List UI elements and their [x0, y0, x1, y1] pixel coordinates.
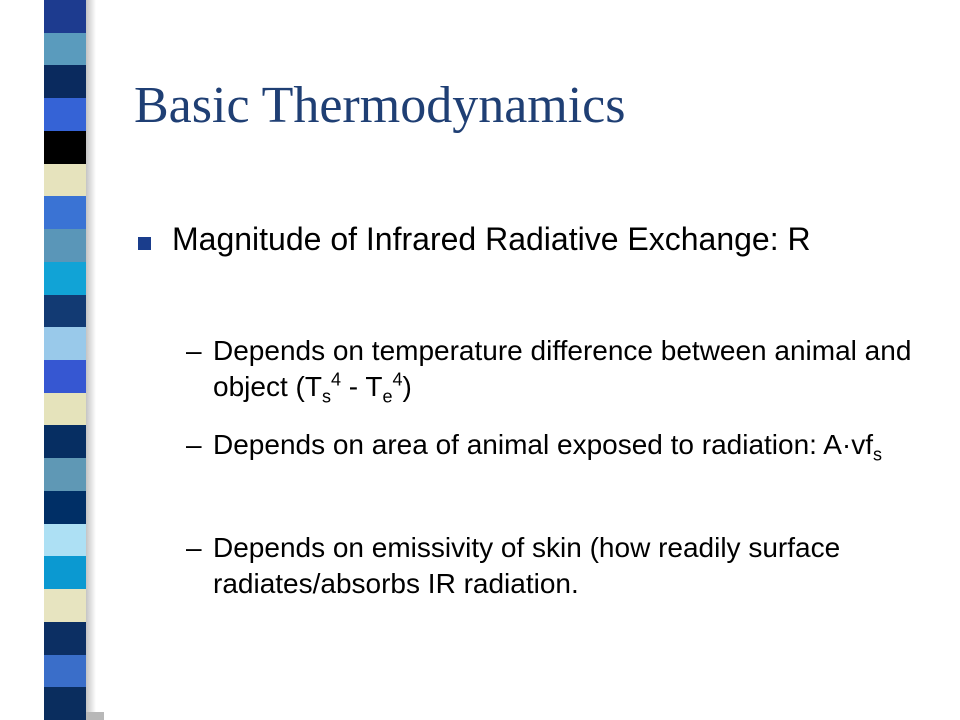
stripe-block	[44, 295, 86, 328]
stripe-block	[44, 556, 86, 589]
subscript: e	[382, 386, 393, 407]
stripe-block	[44, 196, 86, 229]
stripe-block	[44, 687, 86, 720]
sub-bullet-area	[186, 427, 926, 463]
stripe-block	[44, 425, 86, 458]
slide-title: Basic Thermodynamics	[134, 77, 626, 134]
stripe-block	[44, 655, 86, 688]
stripe-block	[44, 164, 86, 197]
decorative-stripe-bar	[44, 0, 86, 720]
stripe-block	[44, 65, 86, 98]
subscript: s	[321, 386, 331, 407]
text-segment: - T	[340, 371, 383, 402]
sub-bullet-temperature	[186, 333, 926, 405]
subscript: s	[872, 444, 882, 465]
stripe-shadow	[86, 0, 96, 720]
stripe-block	[44, 229, 86, 262]
sub-bullet-text: Depends on emissivity of skin (how readily surface radiates/absorbs IR radiation.	[213, 532, 841, 599]
stripe-block	[44, 491, 86, 524]
sub-bullet-emissivity	[186, 530, 926, 602]
stripe-block	[44, 589, 86, 622]
superscript: 4	[392, 369, 403, 390]
text-segment: )	[402, 371, 412, 402]
text-segment: Depends on area of animal exposed to radiation: A·vf	[213, 429, 873, 460]
main-bullet-text: Magnitude of Infrared Radiative Exchange: R	[172, 221, 811, 257]
stripe-block	[44, 458, 86, 491]
stripe-block	[44, 327, 86, 360]
sub-bullet-text	[213, 427, 926, 463]
superscript: 4	[330, 369, 341, 390]
dash-marker: –	[186, 429, 202, 460]
bullet-square-icon	[138, 237, 151, 250]
stripe-block	[44, 622, 86, 655]
dash-marker: –	[186, 335, 202, 366]
stripe-block	[44, 98, 86, 131]
stripe-block	[44, 131, 86, 164]
stripe-block	[44, 0, 86, 33]
stripe-block	[44, 33, 86, 66]
stripe-block	[44, 262, 86, 295]
text-segment: Depends on temperature difference between animal and object (T	[213, 335, 912, 402]
stripe-shadow-corner	[86, 712, 104, 720]
dash-marker: –	[186, 532, 202, 563]
stripe-block	[44, 360, 86, 393]
sub-bullet-text	[213, 333, 926, 405]
stripe-block	[44, 524, 86, 557]
stripe-block	[44, 393, 86, 426]
